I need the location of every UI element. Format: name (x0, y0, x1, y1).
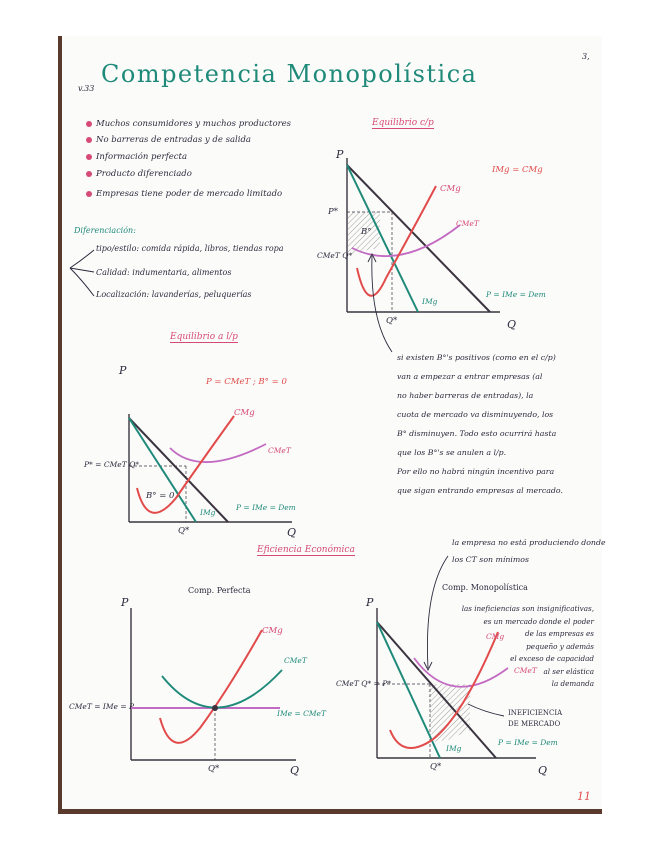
graph-lp-y-axis-label: P (119, 364, 127, 377)
feature-item: Información perfecta (86, 152, 187, 162)
graph-cp-p-star: P* (328, 207, 338, 217)
diferenciacion-item: tipo/estilo: comida rápida, libros, tiendas ropa (96, 244, 284, 253)
graph-perfecta-title: Comp. Perfecta (188, 586, 251, 595)
graph-perfecta-cmet-label: CMeT (284, 656, 307, 665)
feature-item: Muchos consumidores y muchos productores (86, 119, 291, 129)
inefficiency-area (428, 684, 470, 742)
page-title: Competencia Monopolística (101, 60, 478, 88)
diferenciacion-item: Localización: lavanderías, peluquerías (96, 290, 252, 299)
page-mark: 11 (577, 790, 591, 803)
graph-cp-img-label: IMg (422, 297, 438, 306)
graph-lp-x-axis-label: Q (287, 526, 297, 539)
graph-monop-cmg-label: CMg (486, 632, 505, 641)
graph-cp-cmg-label: CMg (440, 184, 461, 194)
graph-monop-cmet-label: CMeT (514, 666, 537, 675)
graph-lp-cmg-label: CMg (234, 408, 255, 418)
graph-cp-profit: B° (361, 227, 372, 237)
graph-lp-q-star: Q* (178, 526, 190, 536)
graph-cp-cmet-label: CMeT (456, 219, 479, 228)
corner-mark: 3, (582, 52, 590, 61)
graph-cp-demand-label: P = IMe = Dem (486, 290, 546, 299)
page-number: v.33 (78, 84, 95, 93)
graph-cp-y-axis-label: P (336, 148, 344, 161)
graph-cp-x-axis-label: Q (507, 318, 517, 331)
graph-monop-demand-label: P = IMe = Dem (498, 738, 558, 747)
note-monop: las ineficiencias son insignificativas, es un mercado donde el poder de las empresas es pequeño y además el exceso de capacidad al ser elástica la demanda (461, 604, 594, 688)
inefficiency-arrow (468, 704, 504, 716)
diferenciacion-item: Calidad: indumentaria, alimentos (96, 268, 232, 277)
graph-monop-x-axis-label: Q (538, 764, 548, 777)
feature-item: Producto diferenciado (86, 169, 192, 179)
graph-perfecta-left-label: CMeT = IMe = P (69, 702, 135, 711)
graph-cp-cmet: CMeT Q* (317, 251, 353, 260)
graph-perfecta-x-axis-label: Q (290, 764, 300, 777)
graph-lp-title: Equilibrio a l/p (170, 332, 238, 342)
graph-monop-q-star: Q* (430, 762, 442, 772)
graph-cp-condition: IMg = CMg (492, 165, 543, 175)
graph-cp-title: Equilibrio c/p (372, 118, 434, 128)
section-eficiencia: Eficiencia Económica (257, 545, 355, 555)
graph-monop-title: Comp. Monopolística (442, 583, 528, 592)
graph-lp-condition: P = CMeT ; B° = 0 (206, 377, 287, 387)
graph-lp-profit: B° = 0 (146, 491, 175, 501)
graph-cp-q-star: Q* (386, 316, 398, 326)
graph-monop-left-label: CMeT Q* = P* (336, 679, 391, 688)
note-top: la empresa no está produciendo donde los CT son mínimos (452, 538, 606, 564)
graph-perfecta-y-axis-label: P (121, 596, 129, 609)
graph-perfecta-q-star: Q* (208, 764, 220, 774)
graph-lp-img-label: IMg (200, 508, 216, 517)
graph-lp-cmet-label: CMeT (268, 446, 291, 455)
graph-lp-demand-label: P = IMe = Dem (236, 503, 296, 512)
note-lp: si existen B°'s positivos (como en el c/p) van a empezar a entrar empresas (al no haber barreras de entradas), la cuota de mercado va disminuyendo, los B° disminuyen. Todo esto ocurrirá hasta que los B°'s se anulen a l/p. Por ello no habrá ningún incentivo para que sigan entrando empresas al mercado. (397, 353, 563, 495)
graph-lp-p-star: P* = CMeT Q* (84, 460, 139, 469)
graph-perfecta-right-label: IMe = CMeT (277, 709, 326, 718)
graph-monop-inefficiency-label: INEFICIENCIA DE MERCADO (508, 709, 563, 728)
graph-monop-y-axis-label: P (366, 596, 374, 609)
graph-monop-img-label: IMg (446, 744, 462, 753)
feature-item: No barreras de entradas y de salida (86, 135, 251, 145)
feature-item: Empresas tiene poder de mercado limitado (86, 189, 282, 199)
graph-perfecta-cmg-label: CMg (262, 626, 283, 636)
diferenciacion-heading: Diferenciación: (74, 226, 136, 235)
